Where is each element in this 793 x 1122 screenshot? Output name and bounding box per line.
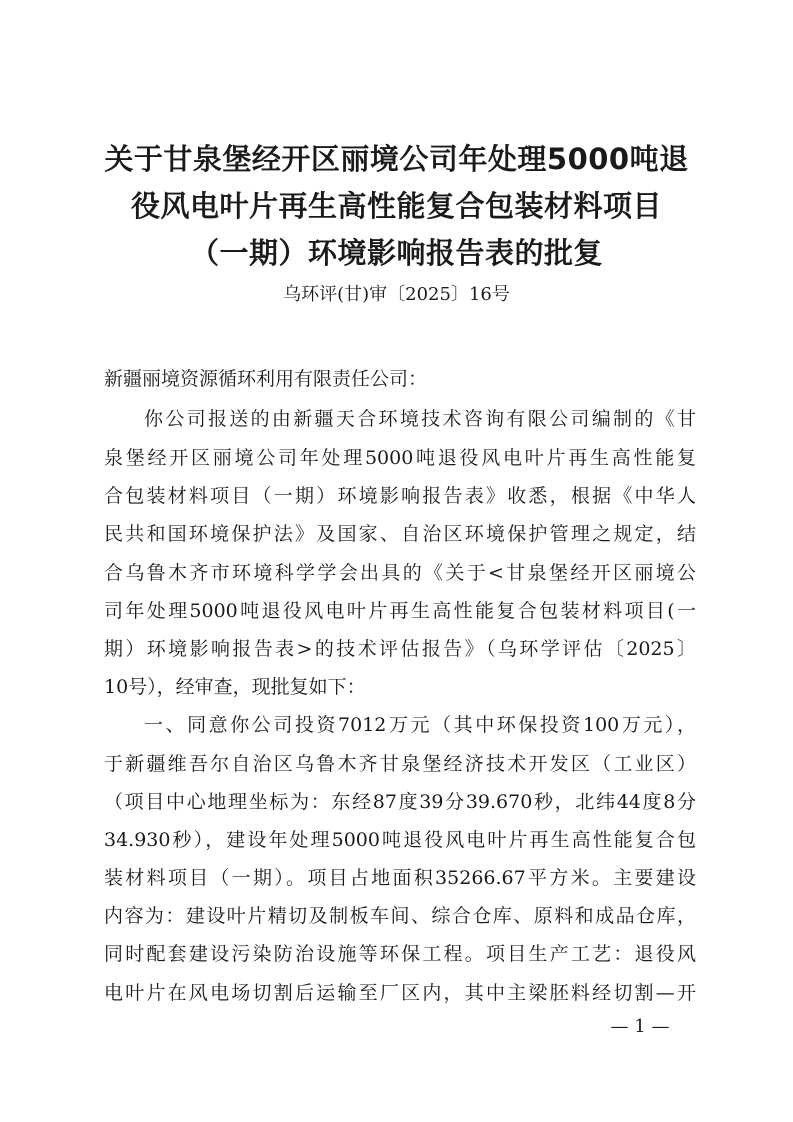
title-line-2: 役风电叶片再生高性能复合包装材料项目: [130, 189, 662, 223]
body-line: 合包装材料项目（一期）环境影响报告表》收悉，根据《中华人: [104, 485, 696, 507]
body-line: 合乌鲁木齐市环境科学学会出具的《关于<甘泉堡经开区丽境公: [104, 562, 696, 584]
body-line: 10号），经审查，现批复如下：: [104, 676, 366, 698]
body-line: （项目中心地理坐标为：东经87度39分39.670秒，北纬44度8分: [104, 791, 696, 813]
body-line: 电叶片在风电场切割后运输至厂区内，其中主梁胚料经切割—开: [104, 982, 696, 1004]
body-line: 你公司报送的由新疆天合环境技术咨询有限公司编制的《甘: [144, 408, 696, 430]
body-line: 民共和国环境保护法》及国家、自治区环境保护管理之规定，结: [104, 523, 696, 545]
body-line: 泉堡经开区丽境公司年处理5000吨退役风电叶片再生高性能复: [104, 447, 696, 469]
body-line: 司年处理5000吨退役风电叶片再生高性能复合包装材料项目(一: [104, 600, 696, 622]
body-line: 一、同意你公司投资7012万元（其中环保投资100万元），: [144, 714, 696, 736]
body-line: 期）环境影响报告表>的技术评估报告》（乌环学评估〔2025〕: [104, 638, 696, 660]
title-line-1: 关于甘泉堡经开区丽境公司年处理5000吨退: [104, 142, 689, 176]
body-line: 同时配套建设污染防治设施等环保工程。项目生产工艺：退役风: [104, 943, 696, 965]
body-line: 34.930秒），建设年处理5000吨退役风电叶片再生高性能复合包: [104, 829, 696, 851]
page-number: — 1 —: [610, 1016, 670, 1037]
body-line: 装材料项目（一期）。项目占地面积35266.67平方米。主要建设: [104, 867, 696, 889]
addressee: 新疆丽境资源循环利用有限责任公司：: [104, 368, 428, 390]
document-number: 乌环评(甘)审〔2025〕16号: [283, 284, 510, 305]
body-line: 于新疆维吾尔自治区乌鲁木齐甘泉堡经济技术开发区（工业区）: [104, 753, 696, 775]
body-line: 内容为：建设叶片精切及制板车间、综合仓库、原料和成品仓库，: [104, 905, 696, 927]
title-line-3: （一期）环境影响报告表的批复: [189, 236, 603, 270]
